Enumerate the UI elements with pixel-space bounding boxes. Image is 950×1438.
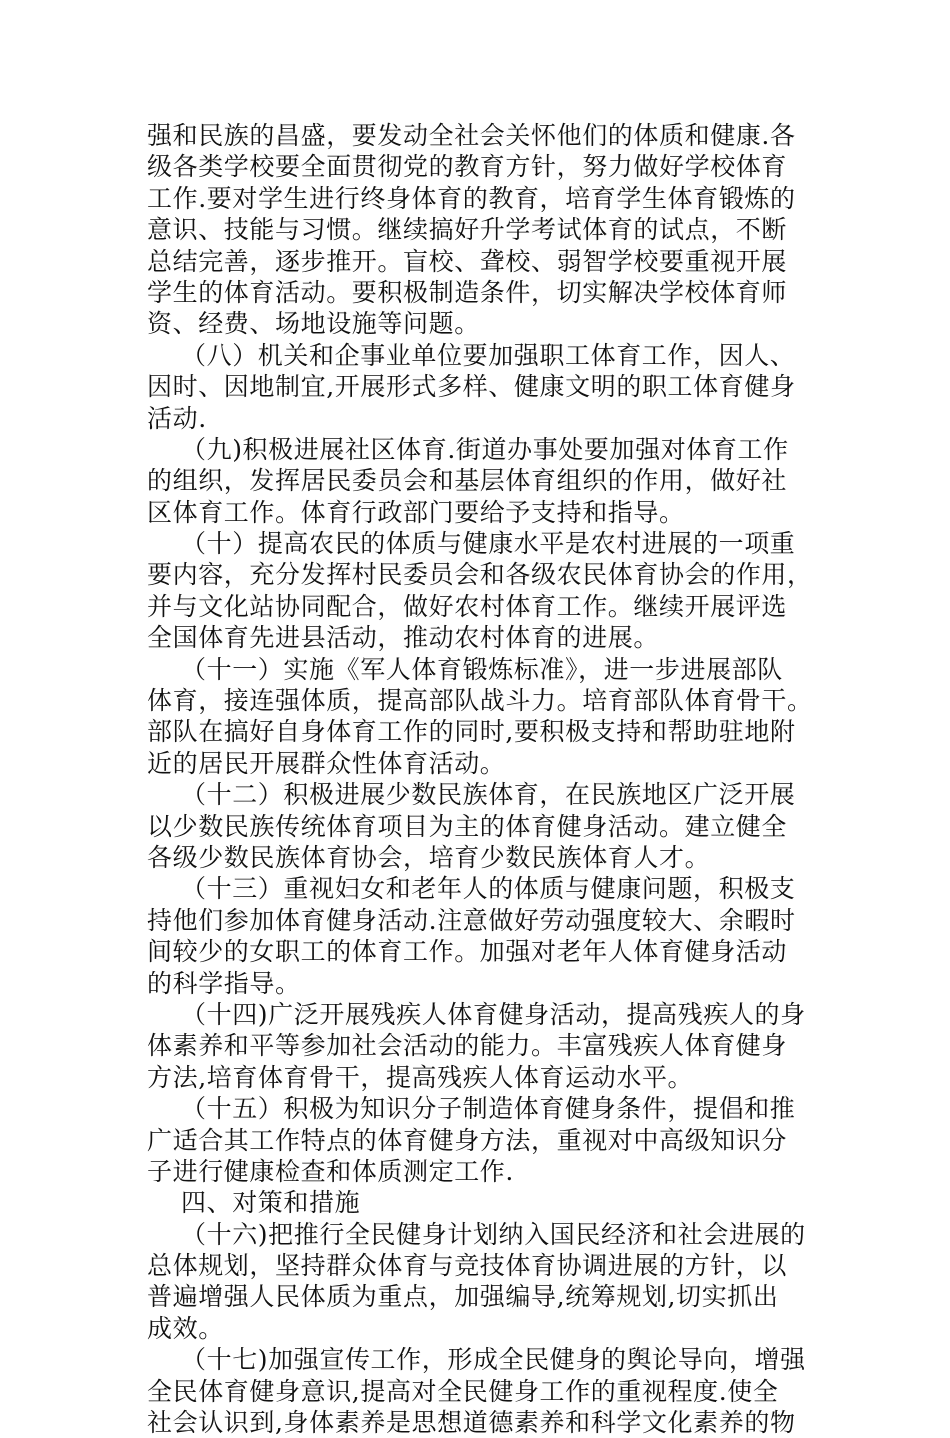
text-line: 成效。 xyxy=(147,1313,224,1343)
text-line: 各级少数民族体育协会，培育少数民族体育人才。 xyxy=(147,842,711,872)
text-line: 方法,培育体育骨干，提高残疾人体育运动水平。 xyxy=(147,1062,694,1092)
text-line: 总结完善，逐步推开。盲校、聋校、弱智学校要重视开展 xyxy=(147,246,788,276)
text-line: 以少数民族传统体育项目为主的体育健身活动。建立健全 xyxy=(147,811,788,841)
paragraph-start-line: （十四)广泛开展残疾人体育健身活动，提高残疾人的身 xyxy=(181,999,806,1029)
paragraph-start-line: （十六)把推行全民健身计划纳入国民经济和社会进展的 xyxy=(181,1219,806,1249)
paragraph-start-line: （十）提高农民的体质与健康水平是农村进展的一项重 xyxy=(181,529,796,559)
document-page xyxy=(147,120,813,1438)
text-line: 资、经费、场地设施等问题。 xyxy=(147,309,480,339)
text-line: 强和民族的昌盛，要发动全社会关怀他们的体质和健康.各 xyxy=(147,121,796,150)
text-line: 意识、技能与习惯。继续搞好升学考试体育的试点，不断 xyxy=(147,215,788,245)
text-line: 的组织，发挥居民委员会和基层体育组织的作用，做好社 xyxy=(147,466,788,496)
text-line: 活动. xyxy=(147,403,207,433)
text-line: 区体育工作。体育行政部门要给予支持和指导。 xyxy=(147,497,685,527)
text-line: 并与文化站协同配合，做好农村体育工作。继续开展评选 xyxy=(147,591,788,621)
paragraph-start-line: （十一）实施《军人体育锻炼标准》，进一步进展部队 xyxy=(181,654,783,684)
text-line: 学生的体育活动。要积极制造条件，切实解决学校体育师 xyxy=(147,277,788,307)
text-line: 近的居民开展群众性体育活动。 xyxy=(147,748,506,778)
text-line: 全国体育先进县活动，推动农村体育的进展。 xyxy=(147,623,660,653)
text-line: 社会认识到,身体素养是思想道德素养和科学文化素养的物 xyxy=(147,1408,796,1438)
paragraph-start-line: （十二）积极进展少数民族体育，在民族地区广泛开展 xyxy=(181,780,796,810)
text-line: 级各类学校要全面贯彻党的教育方针，努力做好学校体育 xyxy=(147,152,788,182)
text-line: 间较少的女职工的体育工作。加强对老年人体育健身活动 xyxy=(147,937,788,967)
paragraph-start-line: （十三）重视妇女和老年人的体质与健康问题，积极支 xyxy=(181,874,796,904)
text-line: 广适合其工作特点的体育健身方法，重视对中高级知识分 xyxy=(147,1125,788,1155)
text-line: 体育，接连强体质，提高部队战斗力。培育部队体育骨干。 xyxy=(147,686,813,716)
paragraph-start-line: （十七)加强宣传工作，形成全民健身的舆论导向，增强 xyxy=(181,1345,806,1375)
text-line: 因时、因地制宜,开展形式多样、健康文明的职工体育健身 xyxy=(147,372,796,402)
section-heading: 四、对策和措施 xyxy=(181,1188,361,1218)
text-line: 普遍增强人民体质为重点，加强编导,统筹规划,切实抓出 xyxy=(147,1282,779,1312)
text-line: 部队在搞好自身体育工作的同时,要积极支持和帮助驻地附 xyxy=(147,717,796,747)
paragraph-start-line: （九)积极进展社区体育.街道办事处要加强对体育工作 xyxy=(181,434,789,464)
text-line: 的科学指导。 xyxy=(147,968,301,998)
text-line: 体素养和平等参加社会活动的能力。丰富残疾人体育健身 xyxy=(147,1031,788,1061)
paragraph-start-line: （八）机关和企事业单位要加强职工体育工作，因人、 xyxy=(181,340,796,370)
text-line: 要内容，充分发挥村民委员会和各级农民体育协会的作用， xyxy=(147,560,813,590)
text-line: 总体规划，坚持群众体育与竞技体育协调进展的方针，以 xyxy=(147,1251,788,1281)
text-line: 全民体育健身意识,提高对全民健身工作的重视程度.使全 xyxy=(147,1376,779,1406)
text-line: 子进行健康检查和体质测定工作. xyxy=(147,1156,514,1186)
text-line: 工作.要对学生进行终身体育的教育，培育学生体育锻炼的 xyxy=(147,183,796,213)
paragraph-start-line: （十五）积极为知识分子制造体育健身条件，提倡和推 xyxy=(181,1094,796,1124)
text-line: 持他们参加体育健身活动.注意做好劳动强度较大、余暇时 xyxy=(147,905,796,935)
